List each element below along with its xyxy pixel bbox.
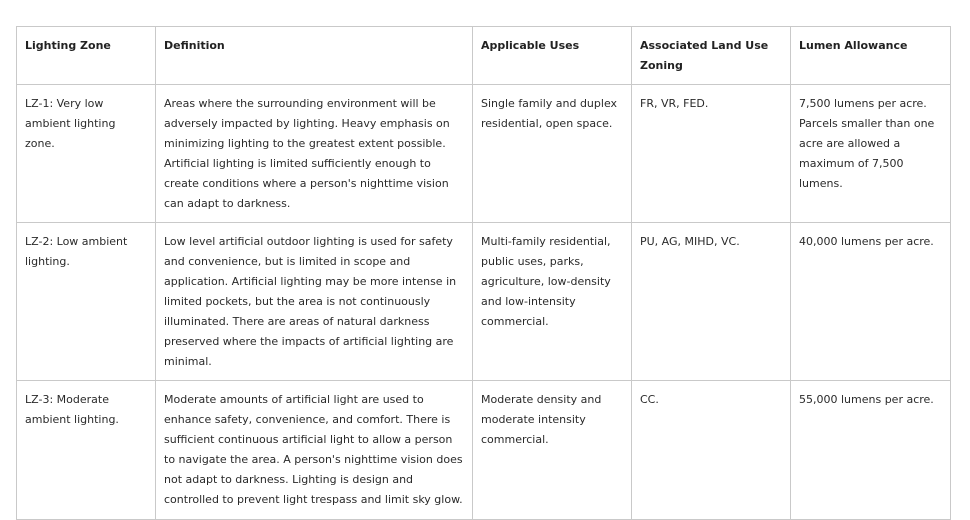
cell-applicable-uses: Moderate density and moderate intensity commercial. [473, 381, 632, 520]
header-lighting-zone: Lighting Zone [17, 27, 156, 85]
cell-definition: Moderate amounts of artificial light are used to enhance safety, convenience, and comfort. There is sufficient continuous artificial light to allow a person to navigate the area. A person's nighttime vision does not adapt to darkness. Lighting is design and controlled to prevent light trespass and limit sky glow. [156, 381, 473, 520]
header-associated-land-use-zoning: Associated Land Use Zoning [632, 27, 791, 85]
cell-definition: Areas where the surrounding environment will be adversely impacted by lighting. Heavy emphasis on minimizing lighting to the greatest extent possible. Artificial lighting is limited sufficiently enough to create conditions where a person's nighttime vision can adapt to darkness. [156, 85, 473, 223]
cell-definition: Low level artificial outdoor lighting is used for safety and convenience, but is limited in scope and application. Artificial lighting may be more intense in limited pockets, but the area is not continuously illuminated. There are areas of natural darkness preserved where the impacts of artificial lighting are minimal. [156, 223, 473, 381]
cell-applicable-uses: Single family and duplex residential, open space. [473, 85, 632, 223]
cell-lumen-allowance: 7,500 lumens per acre. Parcels smaller than one acre are allowed a maximum of 7,500 lumens. [791, 85, 951, 223]
header-applicable-uses: Applicable Uses [473, 27, 632, 85]
cell-applicable-uses: Multi-family residential, public uses, parks, agriculture, low-density and low-intensity commercial. [473, 223, 632, 381]
header-lumen-allowance: Lumen Allowance [791, 27, 951, 85]
lighting-zone-document [16, 26, 950, 520]
header-definition: Definition [156, 27, 473, 85]
table-row [17, 85, 951, 223]
lighting-zone-table [16, 26, 951, 520]
cell-lumen-allowance: 55,000 lumens per acre. [791, 381, 951, 520]
cell-land-use-zoning: FR, VR, FED. [632, 85, 791, 223]
cell-lighting-zone: LZ-3: Moderate ambient lighting. [17, 381, 156, 520]
table-row [17, 381, 951, 520]
cell-lighting-zone: LZ-2: Low ambient lighting. [17, 223, 156, 381]
cell-land-use-zoning: CC. [632, 381, 791, 520]
cell-lumen-allowance: 40,000 lumens per acre. [791, 223, 951, 381]
cell-land-use-zoning: PU, AG, MIHD, VC. [632, 223, 791, 381]
table-row [17, 223, 951, 381]
cell-lighting-zone: LZ-1: Very low ambient lighting zone. [17, 85, 156, 223]
table-header-row [17, 27, 951, 85]
